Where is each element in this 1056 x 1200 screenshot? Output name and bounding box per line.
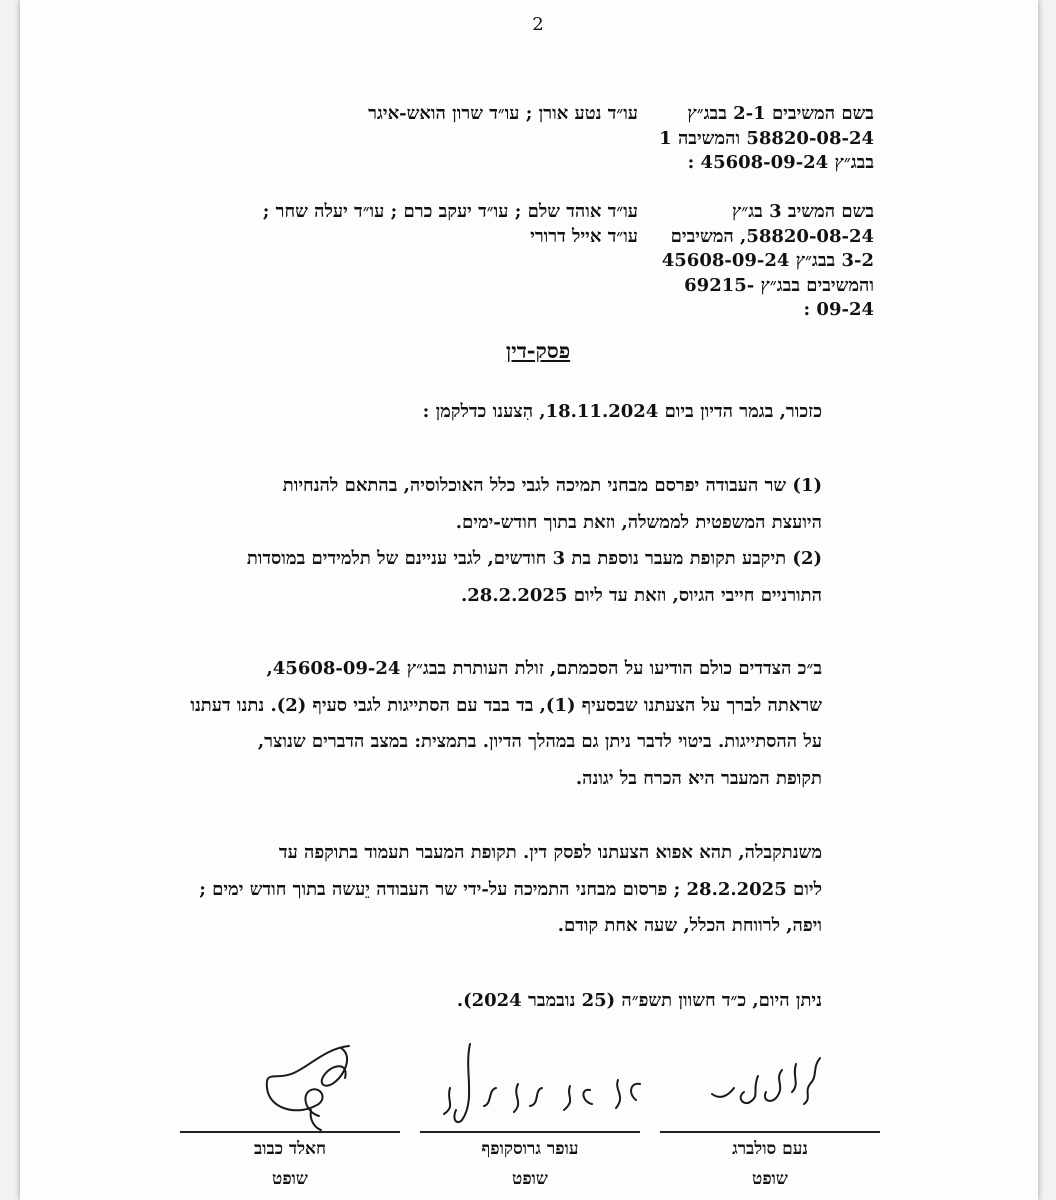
intro-paragraph xyxy=(142,394,822,431)
signature-line-3 xyxy=(180,1131,400,1133)
signer-2-role: שופט xyxy=(512,1169,548,1189)
proposals-list xyxy=(142,468,822,614)
signer-3 xyxy=(190,1134,390,1194)
given-date-line: ניתן היום, כ״ד חשוון תשפ״ה (25 נובמבר 2024). xyxy=(456,990,822,1011)
document-page xyxy=(20,0,1038,1200)
paragraph-ruling xyxy=(142,835,822,945)
party-1-attorney-line-1: עו״ד נטע אורן ; עו״ד שרון הואש-איגר xyxy=(368,103,638,124)
signer-1 xyxy=(670,1134,870,1194)
party-1-represented xyxy=(659,102,874,176)
document-title: פסק-דין xyxy=(505,338,571,363)
signer-3-name: חאלד כבוב xyxy=(253,1139,327,1159)
signature-groskopf xyxy=(430,1030,660,1130)
proposal-1-line-2: היועצת המשפטית לממשלה, וזאת בתוך חודש-ימים. xyxy=(455,511,822,533)
proposal-1-line-1: (1) שר העבודה יפרסם מבחני תמיכה לגבי כלל האוכלוסיה, בהתאם להנחיות xyxy=(282,475,822,496)
party-2-line-1: בשם המשיב 3 בג״ץ xyxy=(732,201,874,222)
signer-2 xyxy=(430,1134,630,1194)
given-date xyxy=(142,983,822,1020)
party-1-line-2: 58820-08-24 והמשיבה 1 xyxy=(659,127,874,149)
paragraph-consent xyxy=(142,651,822,797)
paragraph-2-line-2: שראתה לברך על הצעתנו שבסעיף (1), בד בבד עם הסתייגות לגבי סעיף (2). נתנו דעתנו xyxy=(190,694,822,716)
page-number: 2 xyxy=(532,14,544,35)
signer-1-name: נעם סולברג xyxy=(732,1139,808,1159)
signature-line-1 xyxy=(660,1131,880,1133)
party-1-line-1: בשם המשיבים 2-1 בבג״ץ xyxy=(687,103,874,124)
party-1-line-3: בבג״ץ 45608-09-24 : xyxy=(687,152,874,173)
signature-solberg xyxy=(700,1040,840,1120)
signer-3-role: שופט xyxy=(272,1169,308,1189)
paragraph-2-line-3: על ההסתייגות. ביטוי לדבר ניתן גם במהלך הדיון. בתמצית: במצב הדברים שנוצר, xyxy=(257,731,822,752)
paragraph-2-line-1: ב״כ הצדדים כולם הודיעו על הסכמתם, זולת העותרת בבג״ץ 45608-09-24, xyxy=(266,658,822,679)
signer-1-role: שופט xyxy=(752,1169,788,1189)
proposal-2-line-2: התורניים חייבי הגיוס, וזאת עד ליום 28.2.2025. xyxy=(461,584,822,606)
paragraph-3-line-3: ויפה, לרווחת הכלל, שעה אחת קודם. xyxy=(557,915,822,936)
party-1-attorneys xyxy=(368,102,638,127)
party-2-attorneys xyxy=(263,200,638,249)
paragraph-3-line-2: ליום 28.2.2025 ; פרסום מבחני התמיכה על-ידי שר העבודה יֵעשה בתוך חודש ימים ; xyxy=(199,878,822,900)
party-2-represented xyxy=(662,200,874,323)
party-2-attorney-line-2: עו״ד אייל דרורי xyxy=(530,225,638,247)
signature-kabub xyxy=(245,1030,375,1130)
party-2-line-2: 58820-08-24, המשיבים xyxy=(670,225,874,247)
party-2-line-5: 09-24 : xyxy=(803,299,874,320)
signer-2-name: עופר גרוסקופף xyxy=(481,1139,579,1159)
paragraph-2-line-4: תקופת המעבר היא הכרח בל יגונה. xyxy=(575,767,822,789)
proposal-2-line-1: (2) תיקבע תקופת מעבר נוספת בת 3 חודשים, לגבי עניינם של תלמידים במוסדות xyxy=(246,548,822,569)
party-2-line-3: 3-2 בבג״ץ 45608-09-24 xyxy=(661,250,874,271)
party-2-line-4: והמשיבים בבג״ץ -69215 xyxy=(684,274,874,296)
intro-line: כזכור, בגמר הדיון ביום 18.11.2024, הִצענו כדלקמן : xyxy=(422,401,822,422)
paragraph-3-line-1: משנתקבלה, תהא אפוא הצעתנו לפסק דין. תקופת המעבר תעמוד בתוקפה עד xyxy=(278,842,822,863)
party-2-attorney-line-1: עו״ד אוהד שלם ; עו״ד יעקב כרם ; עו״ד יעלה שחר ; xyxy=(262,201,638,222)
signature-line-2 xyxy=(420,1131,640,1133)
